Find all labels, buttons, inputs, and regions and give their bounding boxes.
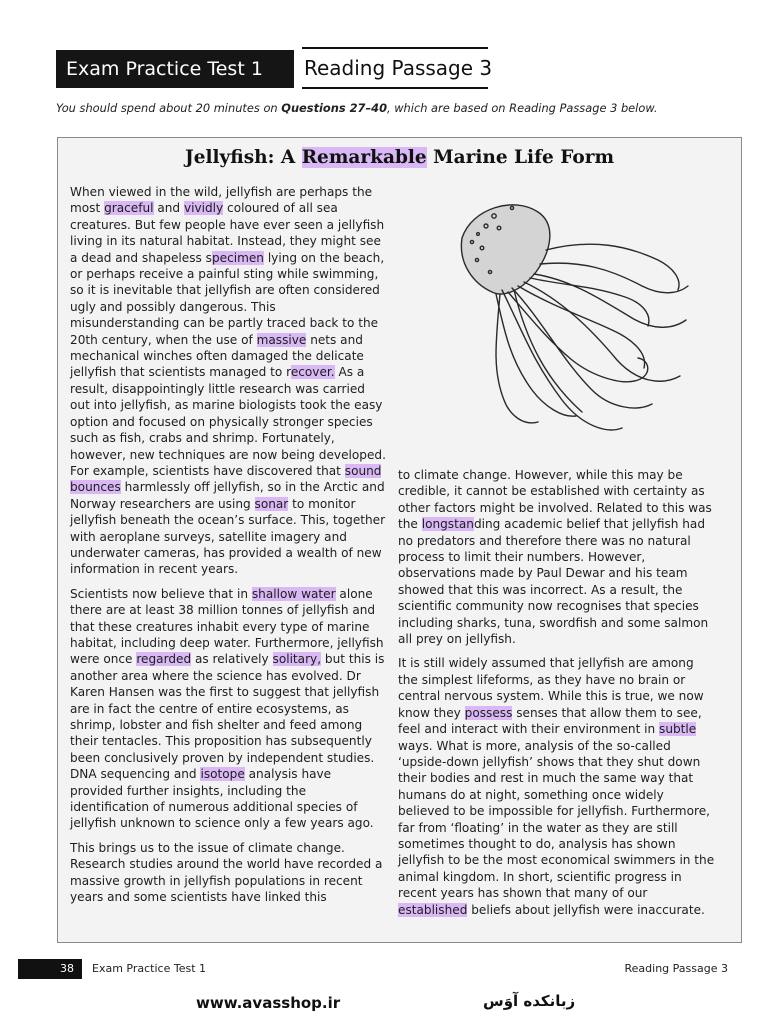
paragraph: When viewed in the wild, jellyfish are perhaps the most graceful and vividly coloured of all sea creatures. But few people have ever seen a jellyfish living in its natural habitat. Instead, they might see a dead and shapeless specimen lying on the beach, or perhaps receive a painful sting while swimming, so it is inevitable that jellyfish are often considered ugly and possibly dangerous. This misunderstanding can be partly traced back to the 20th century, when the use of massive nets and mechanical winches often damaged the delicate jellyfish that scientists managed to recover. As a result, disappointingly little research was carried out into jellyfish, as marine biologists took the easy option and focused on physically stronger species such as fish, crabs and shrimp. Fortunately, however, new techniques are now being developed. For example, scientists have discovered that sound bounces harmlessly off jellyfish, so in the Arctic and Norway researchers are using sonar to monitor jellyfish beneath the ocean’s surface. This, together with aeroplane surveys, satellite imagery and underwater cameras, has provided a wealth of new information in recent years. — [70, 185, 386, 577]
website-watermark: www.avasshop.ir — [196, 994, 341, 1012]
passage-label: Reading Passage 3 — [302, 47, 488, 89]
website-watermark-fa: زبانکده آوَس — [483, 992, 576, 1010]
instructions — [56, 101, 756, 115]
jellyfish-illustration — [452, 190, 694, 440]
paragraph: This brings us to the issue of climate change. Research studies around the world have recorded a massive growth in jellyfish populations in recent years and some scientists have linked this — [70, 840, 383, 905]
title-part: Jellyfish: A — [184, 147, 302, 168]
instructions-suffix: , which are based on Reading Passage 3 below. — [387, 101, 658, 115]
footer-test-label: Exam Practice Test 1 — [92, 962, 207, 975]
paragraph: Scientists now believe that in shallow water alone there are at least 38 million tonnes of jellyfish and that these creatures inhabit every type of marine habitat, including deep water. Furthermore, jellyfish were once regarded as relatively solitary, but this is another area where the science has evolved. Dr Karen Hansen was the first to suggest that jellyfish are in fact the centre of entire ecosystems, as shrimp, lobster and fish shelter and feed among their tentacles. This proposition has subsequently been conclusively proven by independent studies. DNA sequencing and isotope analysis have provided further insights, including the identification of numerous additional species of jellyfish unknown to science only a few years ago. — [70, 586, 385, 831]
footer-passage-label: Reading Passage 3 — [624, 962, 728, 975]
instructions-questions: Questions 27–40 — [281, 101, 387, 115]
article-title — [57, 147, 742, 168]
page-number: 38 — [18, 959, 82, 979]
paragraph: It is still widely assumed that jellyfish are among the simplest lifeforms, as they have no brain or central nervous system. While this is true, we now know they possess senses that allow them to see, feel and interact with their environment in subtle ways. What is more, analysis of the so-called ‘upside-down jellyfish’ shows that they shut down their bodies and rest in much the same way that humans do at night, something once widely believed to be impossible for jellyfish. Furthermore, far from ‘floating’ in the water as they are still sometimes thought to do, analysis has shown jellyfish to be the most economical swimmers in the animal kingdom. In short, scientific progress in recent years has shown that many of our established beliefs about jellyfish were inaccurate. — [398, 656, 715, 917]
instructions-prefix: You should spend about 20 minutes on — [56, 101, 282, 115]
title-highlight: Remarkable — [301, 147, 427, 168]
test-label-banner: Exam Practice Test 1 — [56, 50, 294, 88]
passage-column-left — [70, 184, 388, 905]
paragraph: to climate change. However, while this may be credible, it cannot be established with certainty as other factors might be involved. Related to this was the longstanding academic belief that jellyfish had no predators and therefore there was no natural process to limit their numbers. However, observations made by Paul Dewar and his team showed that this was incorrect. As a result, the scientific community now recognises that species including sharks, tuna, swordfish and some salmon all prey on jellyfish. — [398, 468, 712, 647]
passage-column-right — [398, 467, 716, 918]
title-part: Marine Life Form — [426, 147, 615, 168]
